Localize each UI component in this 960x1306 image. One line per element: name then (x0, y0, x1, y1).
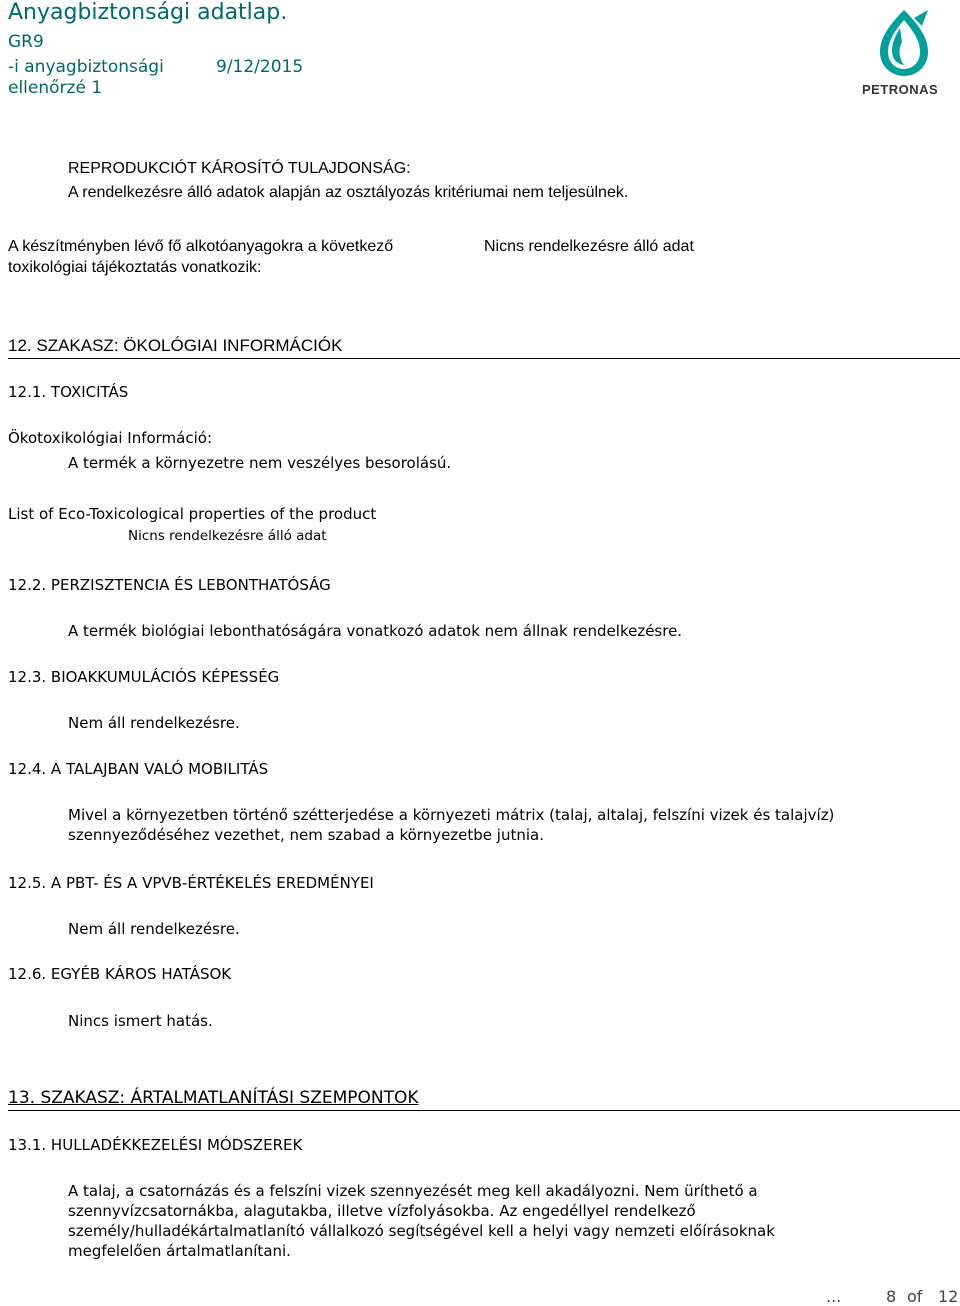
subsection-12-6-title: 12.6. EGYÉB KÁROS HATÁSOK (8, 965, 232, 983)
waste-text-4: megfelelően ártalmatlanítani. (68, 1242, 291, 1260)
logo-wordmark: PETRONAS (862, 82, 939, 97)
total-pages: 12 (938, 1287, 959, 1306)
eco-info-label: Ökotoxikológiai Információ: (8, 429, 213, 447)
document-title: Anyagbiztonsági adatlap. (8, 0, 288, 25)
section-12-heading (8, 336, 960, 359)
page-of-label: of (907, 1287, 923, 1306)
subsection-13-1-title: 13.1. HULLADÉKKEZELÉSI MÓDSZEREK (8, 1136, 303, 1154)
section-13-heading (8, 1088, 960, 1111)
section-13-title: 13. SZAKASZ: ÁRTALMATLANÍTÁSI SZEMPONTOK (8, 1088, 419, 1108)
eco-list-label: List of Eco-Toxicological properties of the product (8, 505, 377, 523)
reproductive-heading: REPRODUKCIÓT KÁROSÍTÓ TULAJDONSÁG: (68, 160, 411, 177)
subsection-12-4-text-2: szennyeződéséhez vezethet, nem szabad a környezetbe jutnia. (68, 826, 544, 844)
subsection-12-5-text: Nem áll rendelkezésre. (68, 920, 240, 938)
waste-text-2: szennyvízcsatornákba, alagutakba, illetve vízfolyásokba. Az engedéllyel rendelkező (68, 1202, 696, 1220)
subsection-12-4-text-1: Mivel a környezetben történő szétterjedése a környezeti mátrix (talaj, altalaj, felszíni vizek és talajvíz) (68, 806, 835, 824)
eco-info-text: A termék a környezetre nem veszélyes besorolású. (68, 454, 452, 472)
product-code: GR9 (8, 32, 44, 52)
subsection-12-2-title: 12.2. PERZISZTENCIA ÉS LEBONTHATÓSÁG (8, 576, 331, 594)
petronas-logo (856, 6, 952, 98)
revision-date: 9/12/2015 (216, 57, 304, 77)
subsection-12-1-title: 12.1. TOXICITÁS (8, 383, 129, 401)
subsection-12-4-title: 12.4. A TALAJBAN VALÓ MOBILITÁS (8, 760, 269, 778)
subsection-12-3-title: 12.3. BIOAKKUMULÁCIÓS KÉPESSÉG (8, 668, 280, 686)
eco-list-value: Nicns rendelkezésre álló adat (128, 528, 327, 544)
revision-label: -i anyagbiztonsági (8, 57, 164, 77)
reproductive-text: A rendelkezésre álló adatok alapján az osztályozás kritériumai nem teljesülnek. (68, 184, 629, 201)
tox-info-label-2: toxikológiai tájékoztatás vonatkozik: (8, 259, 262, 276)
subsection-12-3-text: Nem áll rendelkezésre. (68, 714, 240, 732)
current-page: 8 (886, 1287, 897, 1306)
subsection-12-5-title: 12.5. A PBT- ÉS A VPVB-ÉRTÉKELÉS EREDMÉNYEI (8, 874, 374, 892)
waste-text-3: személy/hulladékártalmatlanító vállalkozó segítségével kell a helyi vagy nemzeti előírásoknak (68, 1222, 775, 1240)
section-12-title: 12. SZAKASZ: ÖKOLÓGIAI INFORMÁCIÓK (8, 336, 343, 355)
revision-number: ellenőrzé 1 (8, 78, 103, 98)
footer-ellipsis: ... (826, 1287, 842, 1306)
subsection-12-2-text: A termék biológiai lebonthatóságára vonatkozó adatok nem állnak rendelkezésre. (68, 622, 683, 640)
waste-text-1: A talaj, a csatornázás és a felszíni vizek szennyezését meg kell akadályozni. Nem üríthető a (68, 1182, 758, 1200)
subsection-12-6-text: Nincs ismert hatás. (68, 1012, 213, 1030)
tox-info-value: Nicns rendelkezésre álló adat (484, 238, 694, 255)
tox-info-label-1: A készítményben lévő fő alkotóanyagokra a következő (8, 238, 394, 255)
